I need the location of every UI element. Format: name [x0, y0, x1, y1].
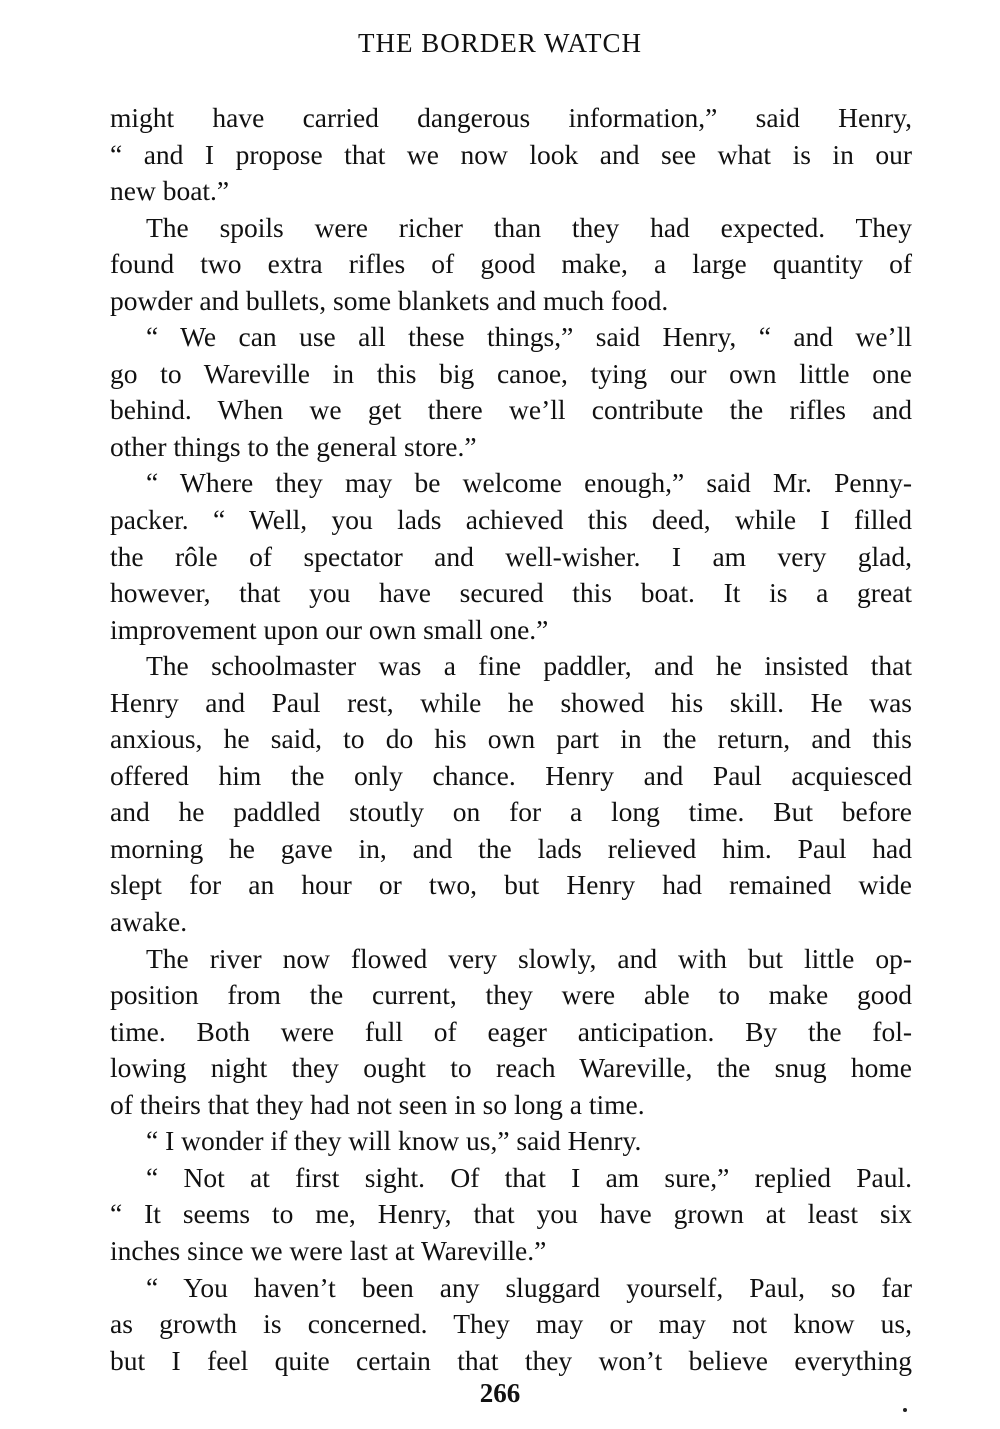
text-line: other things to the general store.” [110, 430, 477, 462]
text-line: found two extra rifles of good make, a large quantity of [110, 248, 912, 280]
body-text [110, 100, 912, 1379]
printer-mark [903, 1408, 907, 1412]
text-line: awake. [110, 906, 188, 938]
text-line: time. Both were full of eager anticipation. By the fol- [110, 1015, 912, 1047]
text-line: powder and bullets, some blankets and much food. [110, 284, 669, 316]
text-line: slept for an hour or two, but Henry had remained wide [110, 869, 912, 901]
text-line: lowing night they ought to reach Wareville, the snug home [110, 1052, 912, 1084]
text-line: but I feel quite certain that they won’t believe everything [110, 1344, 912, 1376]
text-line: improvement upon our own small one.” [110, 613, 549, 645]
text-line: as growth is concerned. They may or may not know us, [110, 1308, 912, 1340]
text-line: go to Wareville in this big canoe, tying our own little one [110, 357, 912, 389]
text-line: behind. When we get there we’ll contribute the rifles and [110, 394, 912, 426]
text-line: the rôle of spectator and well-wisher. I am very glad, [110, 540, 912, 572]
page-number: 266 [479, 1378, 521, 1408]
text-line: morning he gave in, and the lads relieved him. Paul had [110, 832, 912, 864]
text-line: and he paddled stoutly on for a long time. But before [110, 796, 912, 828]
text-line: “ and I propose that we now look and see what is in our [110, 138, 912, 170]
text-line: “ We can use all these things,” said Henry, “ and we’ll [146, 321, 912, 353]
text-line: “ I wonder if they will know us,” said Henry. [146, 1125, 642, 1157]
text-line: “ It seems to me, Henry, that you have grown at least six [110, 1198, 912, 1230]
text-line: however, that you have secured this boat. It is a great [110, 577, 912, 609]
text-line: Henry and Paul rest, while he showed his skill. He was [110, 686, 912, 718]
text-line: inches since we were last at Wareville.” [110, 1234, 547, 1266]
text-line: “ Where they may be welcome enough,” said Mr. Penny- [146, 467, 912, 499]
text-line: The spoils were richer than they had expected. They [146, 211, 912, 243]
text-line: The schoolmaster was a fine paddler, and he insisted that [146, 650, 912, 682]
text-line: might have carried dangerous information,” said Henry, [110, 102, 912, 133]
text-line: “ You haven’t been any sluggard yourself, Paul, so far [146, 1271, 912, 1303]
text-line: anxious, he said, to do his own part in the return, and this [110, 723, 912, 755]
text-line: “ Not at first sight. Of that I am sure,” replied Paul. [146, 1161, 912, 1193]
text-line: packer. “ Well, you lads achieved this deed, while I filled [110, 504, 912, 536]
text-line: The river now flowed very slowly, and with but little op- [146, 942, 912, 974]
text-line: offered him the only chance. Henry and Paul acquiesced [110, 759, 912, 791]
text-line: position from the current, they were able to make good [110, 979, 912, 1011]
running-header: THE BORDER WATCH [357, 28, 642, 58]
text-line: of theirs that they had not seen in so long a time. [110, 1088, 645, 1120]
text-line: new boat.” [110, 175, 230, 207]
